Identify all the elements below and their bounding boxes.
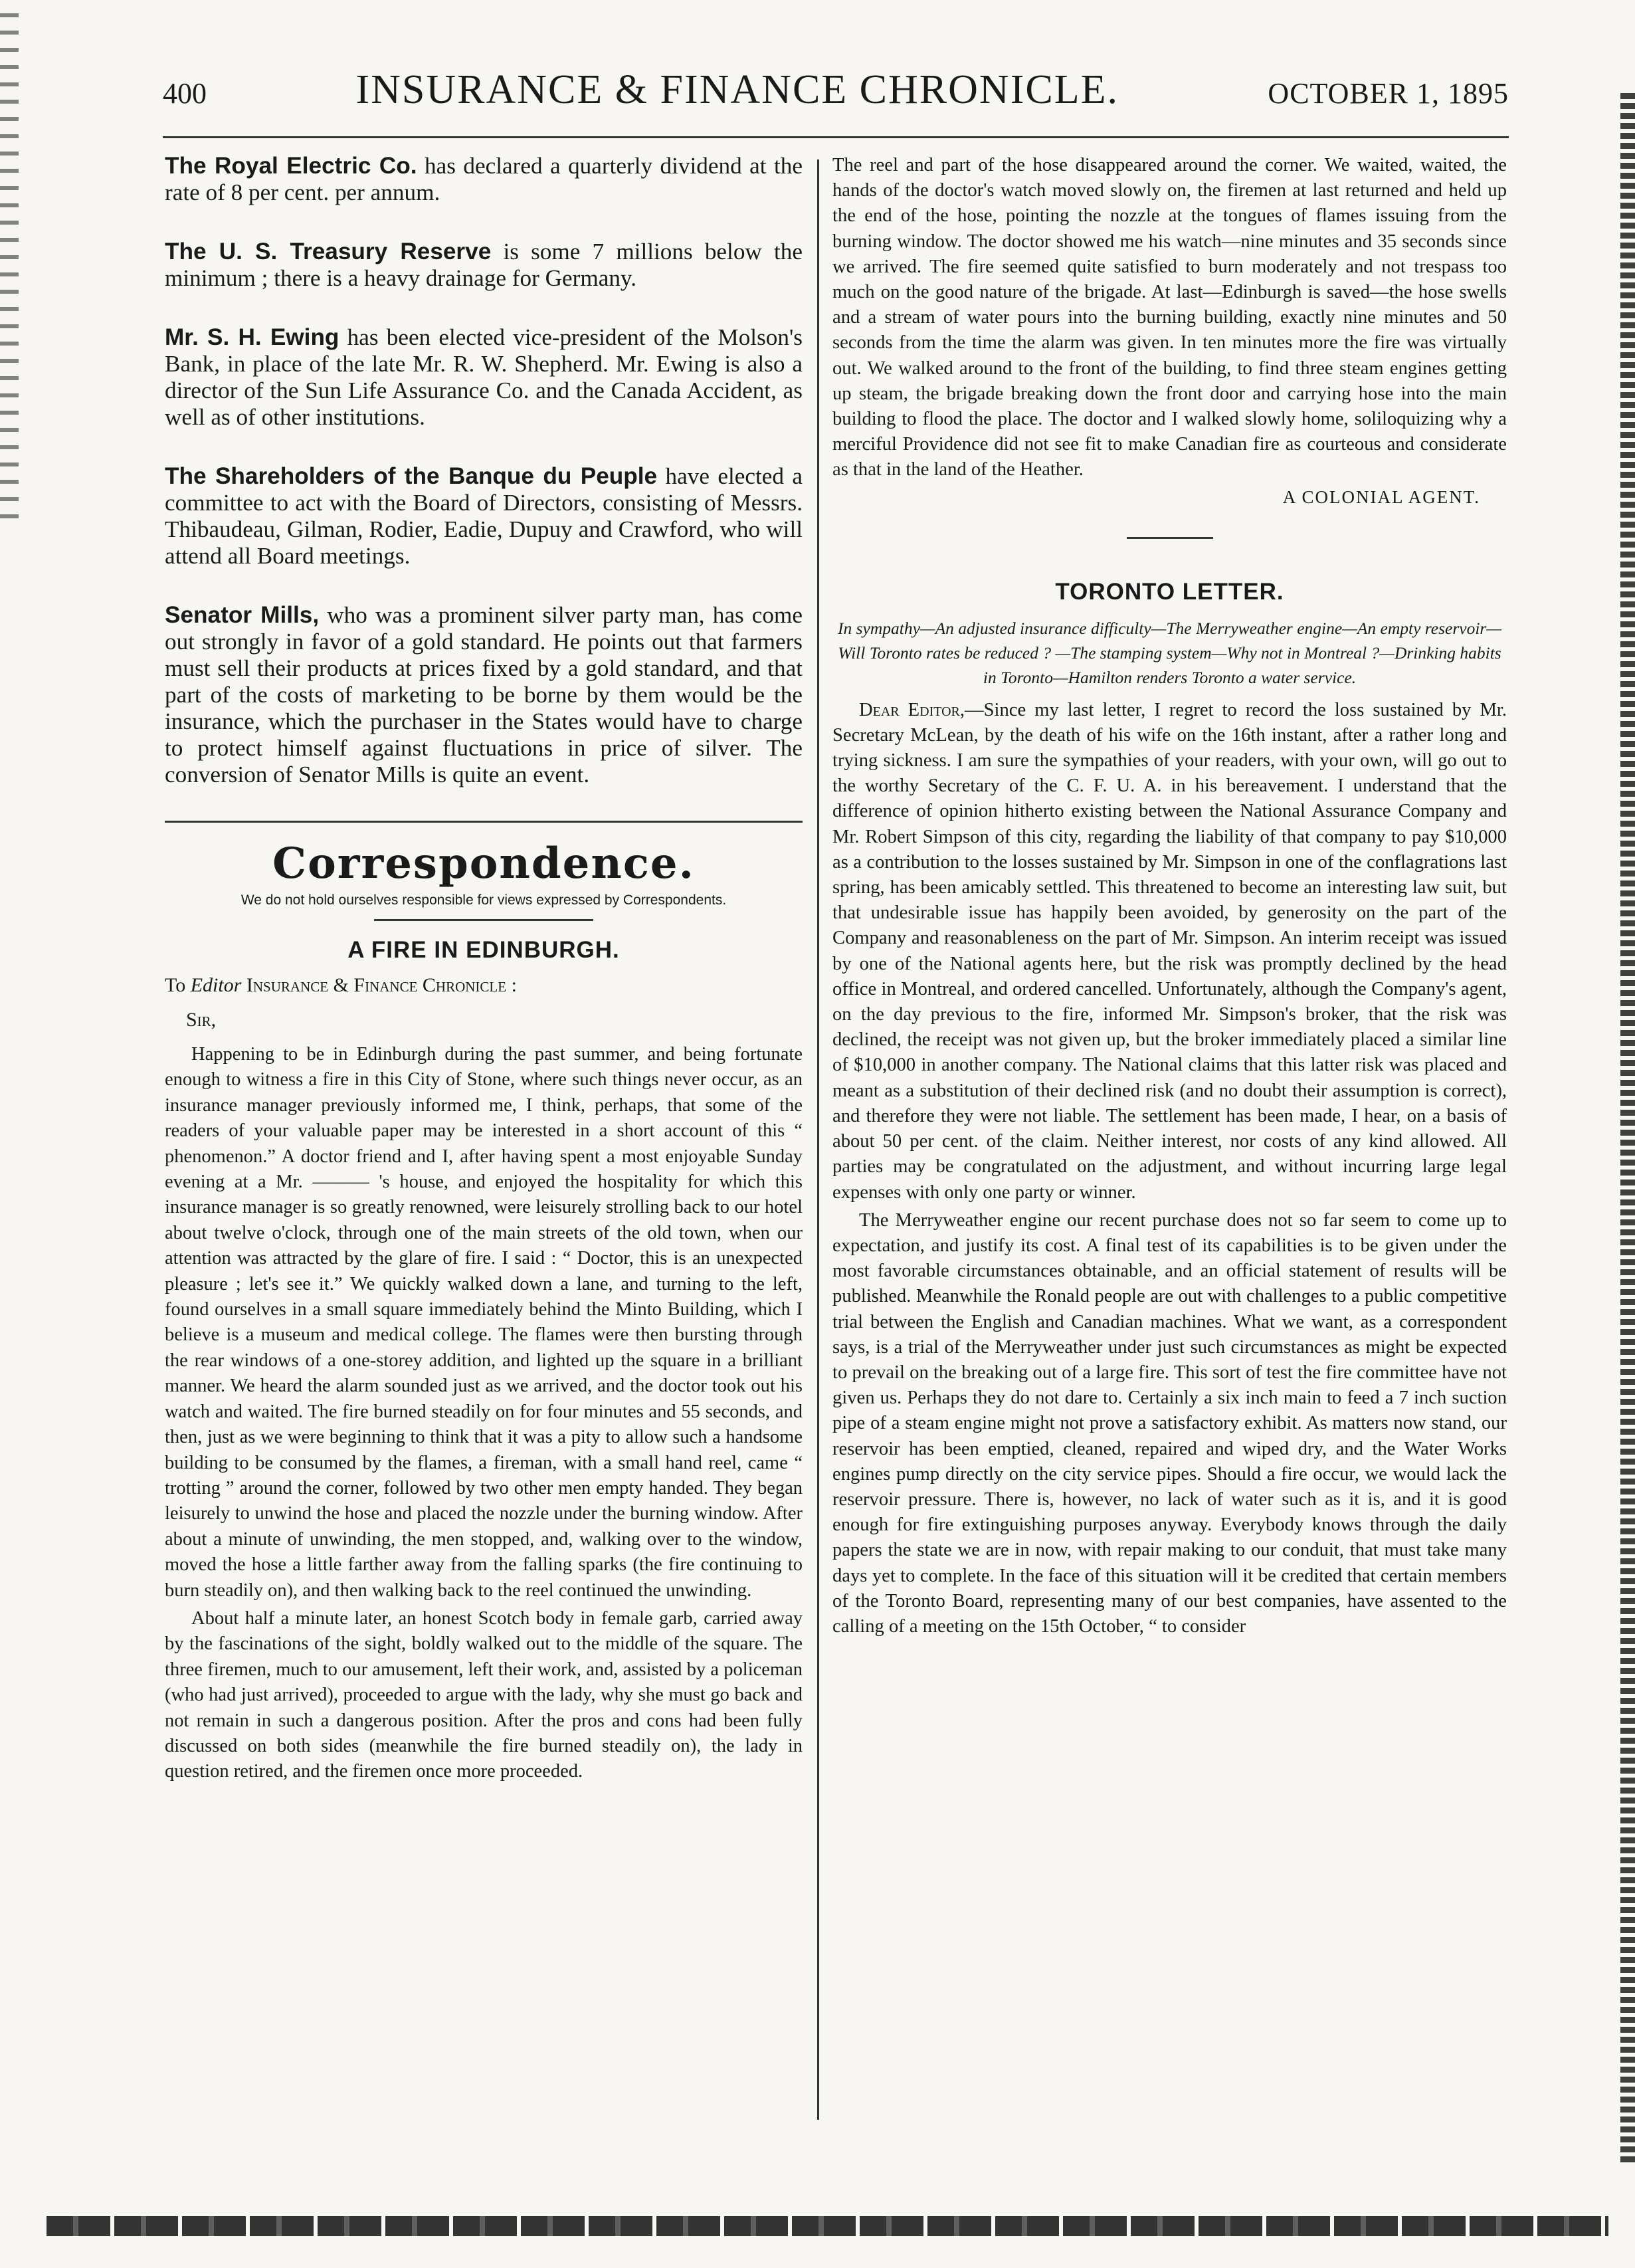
scan-bottom-edge [47,2216,1608,2236]
brief-lead: The Royal Electric Co. [165,153,417,179]
brief-lead: The U. S. Treasury Reserve [165,239,492,264]
brief-lead: The Shareholders of the Banque du Peuple [165,463,658,489]
correspondence-disclaimer: We do not hold ourselves responsible for views expressed by Correspondents. [240,892,727,908]
scan-edge-marks [1620,93,1635,2166]
brief-text: has declared a quarterly dividend at the rate of 8 per cent. per annum. [165,153,803,205]
page-number: 400 [163,77,207,110]
section-rule [165,821,803,823]
brief-item [165,463,803,569]
brief-item [165,153,803,206]
brief-text: has been elected vice-president of the Molson's Bank, in place of the late Mr. R. W. Shepherd. Mr. Ewing is also a director of the Sun Life Assurance Co. and the Canada Accident, as well as of other institutions. [165,324,803,430]
toronto-letter-subhead: In sympathy—An adjusted insurance difficulty—The Merryweather engine—An empty reservoir—Will Toronto rates be reduced ? —The stamping system—Why not in Montreal ?—Drinking habits in Toronto—Hamilton renders Toronto a water service. [837,618,1502,687]
masthead-title: INSURANCE & FINANCE CHRONICLE. [355,67,1119,112]
letter-signature: A COLONIAL AGENT. [1282,486,1480,507]
salutation-editor: Editor [190,974,246,996]
brief-text: who was a prominent silver party man, has come out strongly in favor of a gold standard. He points out that farmers must sell their products at prices fixed by a gold standard, and that part of the costs of marketing to be borne by them would be the insurance, which the purchaser in the States would have to charge to protect himself against fluctuations in price of silver. The conversion of Senator Mills is quite an event. [165,602,803,787]
brief-item [165,324,803,431]
brief-item [165,602,803,788]
letter-sir: Sir, [186,1009,217,1031]
salutation-prefix: To [165,974,191,996]
scan-margin-marks [0,13,19,532]
salutation-paper: Insurance & Finance Chronicle : [246,974,517,996]
left-column [165,153,803,1788]
issue-date: OCTOBER 1, 1895 [1268,77,1509,110]
short-rule [374,919,593,921]
column-divider [817,159,819,2120]
correspondence-heading: Correspondence. [272,839,695,888]
article-paragraph: About half a minute later, an honest Scotch body in female garb, carried away by the fascinations of the sight, boldly walked out to the middle of the square. The three firemen, much to our amusement, left their work, and, assisted by a policeman (who had just arrived), proceeded to argue with the lady, why she must go back and not remain in such a dangerous position. After the pros and cons had been fully discussed on both sides (meanwhile the fire burned steadily on), the lady in question retired, and the firemen once more proceeded. [165,1607,803,1782]
article-paragraph: Happening to be in Edinburgh during the past summer, and being fortunate enough to witness a fire in this City of Stone, where such things never occur, as an insurance manager previously informed me, I think, perhaps, that some of the readers of your valuable paper may be interested in a short account of this “ phenomenon.” A doctor friend and I, after having spent a most enjoyable Sunday evening at a Mr. ——— 's house, and enjoyed the hospitality for which this insurance manager is so greatly renowned, were leisurely strolling back to our hotel about twelve o'clock, through one of the main streets of the old town, when our attention was attracted by the glare of fire. I said : “ Doctor, this is an unexpected pleasure ; let's see it.” We quickly walked down a lane, and turning to the left, found ourselves in a small square immediately behind the Minto Building, which I believe is a museum and medical college. The flames were then bursting through the rear windows of a one-storey addition, and lighted up the square in a brilliant manner. We heard the alarm sounded just as we arrived, and the doctor took out his watch and waited. The fire burned steadily on for four minutes and 55 seconds, and then, just as we were beginning to think that it was a pity to allow such a handsome building to be consumed by the flames, a fireman, with a small hand reel, came “ trotting ” around the corner, followed by two other men empty handed. They began leisurely to unwind the hose and placed the nozzle under the burning window. After about a minute of unwinding, the men stopped, and, walking over to the window, moved the hose a little farther away from the falling sparks (the fire continuing to burn steadily on), and then walking back to the reel continued the unwinding. [165,1044,803,1601]
brief-lead: Mr. S. H. Ewing [165,324,339,350]
brief-item [165,239,803,292]
brief-lead: Senator Mills, [165,602,320,628]
toronto-letter-title: TORONTO LETTER. [1055,578,1284,605]
brief-text: have elected a committee to act with the Board of Directors, consisting of Messrs. Thibaudeau, Gilman, Rodier, Eadie, Dupuy and Crawford, who will attend all Board meetings. [165,463,803,569]
letter-salutation: Dear Editor, [859,699,965,720]
article-paragraph [832,698,1507,1205]
paragraph-text: —Since my last letter, I regret to record the loss sustained by Mr. Secretary McLean, by the death of his wife on the 16th instant, after a rather long and trying sickness. I am sure the sympathies of your readers, with your own, will go out to the worthy Secretary of the C. F. U. A. in his bereavement. I understand that the difference of opinion hitherto existing between the National Assurance Company and Mr. Robert Simpson of this city, regarding the liability of that company to pay $10,000 as a contribution to the losses sustained by Mr. Simpson in one of the conflagrations last spring, has been amicably settled. This threatened to become an interesting law suit, but that undesirable issue has happily been avoided, by generosity on the part of the Company and reasonableness on the part of Mr. Simpson. An interim receipt was issued by one of the National agents here, but the risk was promptly declined by the head office in Montreal, and ordered cancelled. Unfortunately, although the Company's agent, on the day previous to the fire, informed Mr. Simpson's broker, that the risk was declined, the receipt was not given up, but the broker immediately placed a similar line of $10,000 in another company. The National claims that this latter risk was placed and meant as a substitution of their declined risk (and no doubt their assumption is correct), and therefore they were not liable. The settlement has been made, I hear, on a basis of about 50 per cent. of the claim. Neither interest, nor costs of any kind allowed. All parties may be congratulated on the adjustment, and without incurring large legal expenses with only one party or winner. [832,699,1507,1203]
page-header [163,66,1509,133]
fire-article-title: A FIRE IN EDINBURGH. [347,937,620,963]
letter-salutation [165,974,803,997]
right-column [832,153,1507,1642]
brief-text: is some 7 millions below the minimum ; there is a heavy drainage for Germany. [165,239,803,291]
article-paragraph: The Merryweather engine our recent purchase does not so far seem to come up to expectation, and justify its cost. A final test of its capabilities is to be given under the most favorable circumstances obtainable, and an official statement of results will be published. Meanwhile the Ronald people are out with challenges to a public competitive trial between the English and Canadian machines. What we want, as a correspondent says, is a trial of the Merryweather under just such circumstances as might be expected to prevail on the breaking out of a large fire. This sort of test the fire committee have not given us. Perhaps they do not dare to. Certainly a six inch main to feed a 7 inch suction pipe of a steam engine might not prove a satisfactory exhibit. As matters now stand, our reservoir has been emptied, cleaned, repaired and wiped dry, and the Water Works engines pump directly on the city service pipes. Should a fire occur, we would lack the reservoir pressure. There is, however, no lack of water such as it is, and it is good enough for fire extinguishing purposes anyway. Everybody knows through the daily papers the state we are in now, with repair making to our conduit, that must take many days yet to complete. In the face of this situation will it be credited that certain members of the Toronto Board, representing many of our best companies, have assented to the calling of a meeting on the 15th October, “ to consider [832,1209,1507,1637]
article-paragraph: The reel and part of the hose disappeared around the corner. We waited, waited, the hands of the doctor's watch moved slowly on, the firemen at last returned and held up the end of the hose, pointing the nozzle at the tongues of flames issuing from the burning window. The doctor showed me his watch—nine minutes and 35 seconds since we arrived. The fire seemed quite satisfied to burn moderately and not trespass too much on the good nature of the brigade. At last—Edinburgh is saved—the hose swells and a stream of water pours into the burning building, exactly nine minutes and 50 seconds from the time the alarm was given. In ten minutes more the fire was virtually out. We walked around to the front of the building, to find three steam engines getting up steam, the brigade breaking down the front door and carrying hose into the main building to flood the place. The doctor and I walked slowly home, soliloquizing why a merciful Providence did not see fit to make Canadian fire as courteous and considerate as that in the land of the Heather. [832,155,1507,480]
short-rule [1127,537,1213,539]
header-rule [163,136,1509,138]
